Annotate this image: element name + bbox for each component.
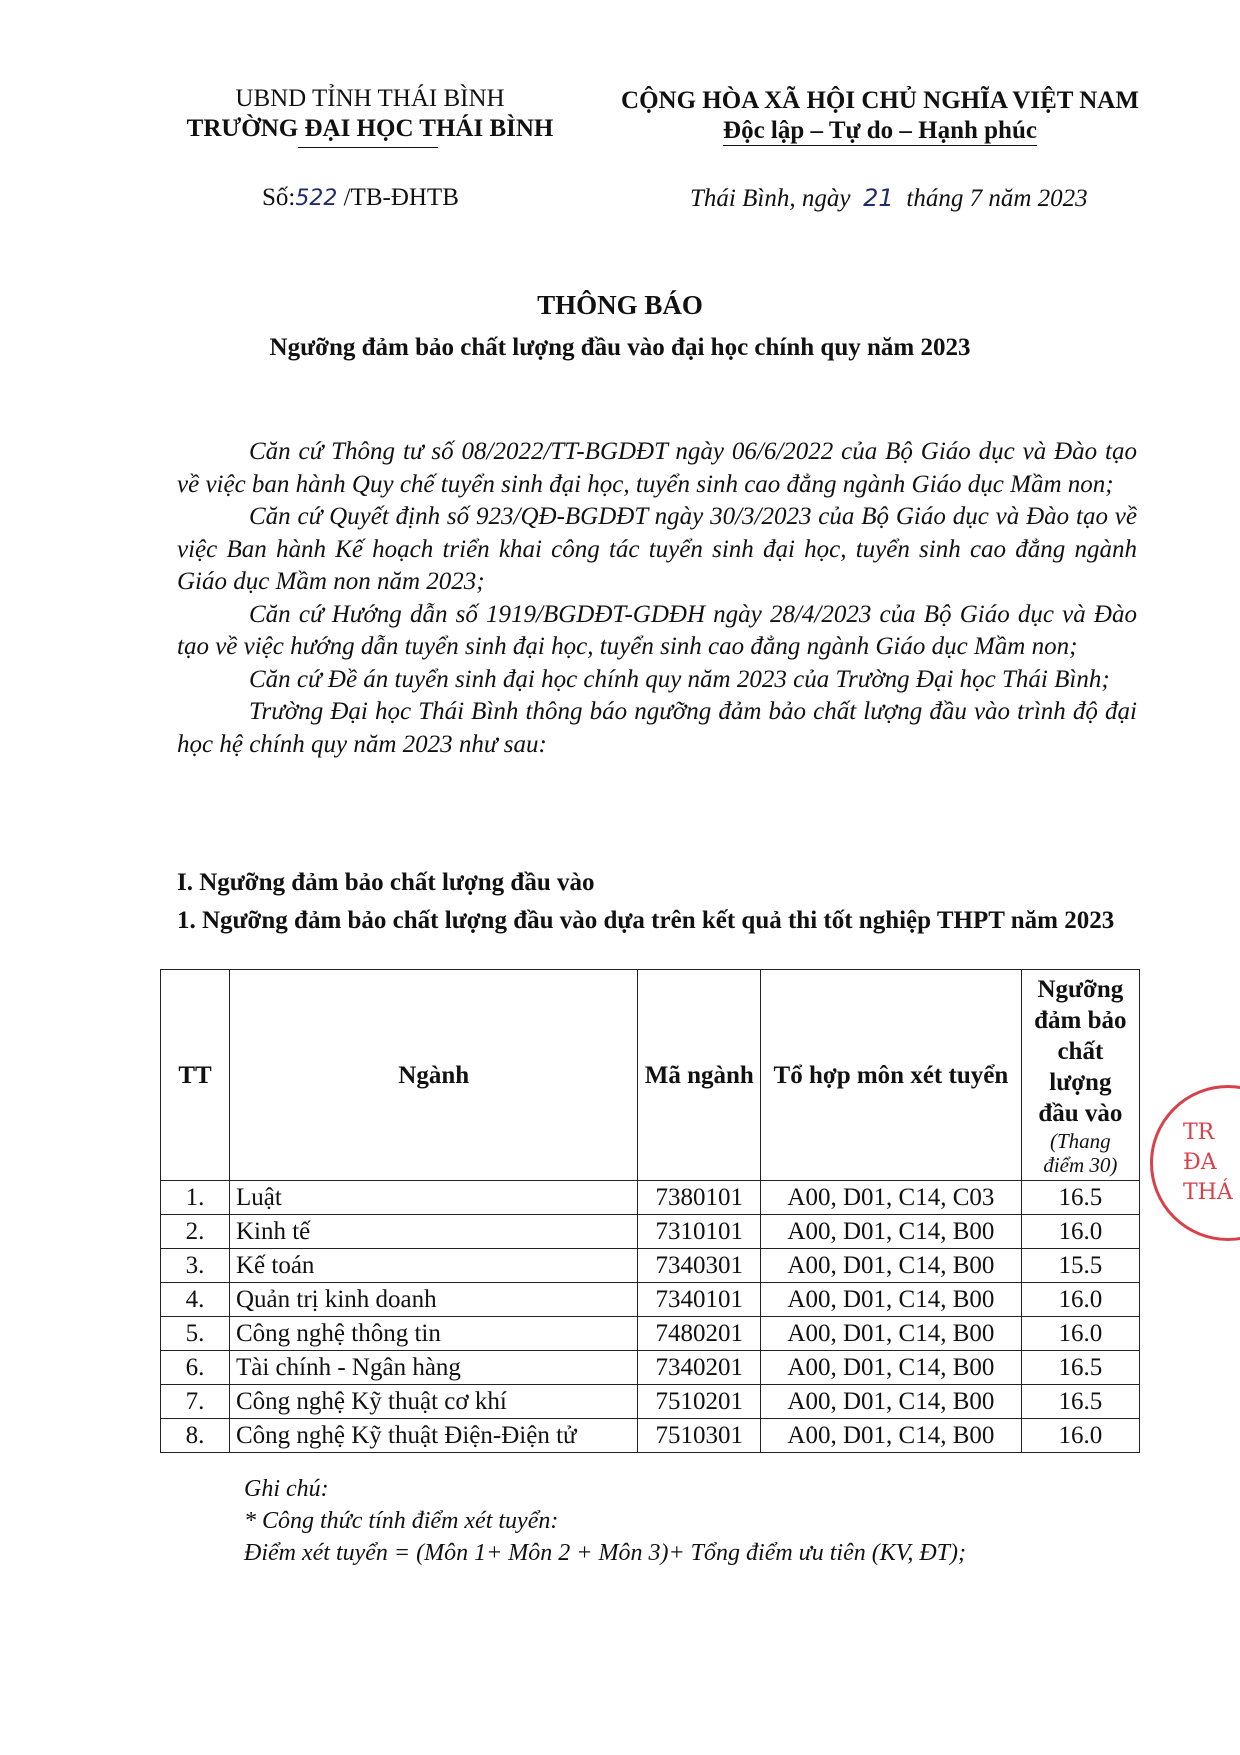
cell-to-hop: A00, D01, C14, C03 xyxy=(761,1181,1022,1215)
doc-number-prefix: Số: xyxy=(262,184,296,211)
table-row xyxy=(161,1351,1140,1385)
col-header-ma-nganh: Mã ngành xyxy=(638,970,761,1181)
cell-nguong: 16.5 xyxy=(1021,1351,1139,1385)
national-motto xyxy=(590,86,1170,146)
notes-line-2: Điểm xét tuyển = (Môn 1+ Môn 2 + Môn 3)+ Tổng điểm ưu tiên (KV, ĐT); xyxy=(244,1540,966,1566)
table-row xyxy=(161,1283,1140,1317)
cell-tt: 7. xyxy=(161,1385,230,1419)
preamble-paragraph: Căn cứ Quyết định số 923/QĐ-BGDĐT ngày 30/3/2023 của Bộ Giáo dục và Đào tạo về việc Ban hành Kế hoạch triển khai công tác tuyển sinh đại học, tuyển sinh cao đẳng ngành Giáo dục Mầm non năm 2023; xyxy=(177,503,1137,595)
section-heading-1: I. Ngưỡng đảm bảo chất lượng đầu vào xyxy=(177,869,595,896)
preamble-paragraph: Trường Đại học Thái Bình thông báo ngưỡng đảm bảo chất lượng đầu vào trình độ đại học hệ chính quy năm 2023 như sau: xyxy=(177,698,1137,758)
table-row xyxy=(161,1249,1140,1283)
document-subtitle: Ngưỡng đảm bảo chất lượng đầu vào đại học chính quy năm 2023 xyxy=(269,334,971,361)
cell-to-hop: A00, D01, C14, B00 xyxy=(761,1385,1022,1419)
cell-nganh: Kinh tế xyxy=(229,1215,637,1249)
table-row xyxy=(161,1385,1140,1419)
cell-tt: 5. xyxy=(161,1317,230,1351)
date-suffix: tháng 7 năm 2023 xyxy=(906,185,1088,212)
col-header-tt: TT xyxy=(161,970,230,1181)
col-header-to-hop: Tổ hợp môn xét tuyển xyxy=(761,970,1022,1181)
cell-ma-nganh: 7510201 xyxy=(638,1385,761,1419)
cell-nguong: 16.0 xyxy=(1021,1317,1139,1351)
cell-nganh: Kế toán xyxy=(229,1249,637,1283)
cell-ma-nganh: 7340201 xyxy=(638,1351,761,1385)
seal-text: TR ĐA THÁ xyxy=(1183,1120,1233,1205)
org-underline xyxy=(298,147,438,148)
cell-to-hop: A00, D01, C14, B00 xyxy=(761,1249,1022,1283)
cell-tt: 4. xyxy=(161,1283,230,1317)
table-row xyxy=(161,1419,1140,1453)
cell-to-hop: A00, D01, C14, B00 xyxy=(761,1283,1022,1317)
cell-nganh: Luật xyxy=(229,1181,637,1215)
table-row xyxy=(161,1215,1140,1249)
cell-nguong: 16.0 xyxy=(1021,1419,1139,1453)
cell-nguong: 16.5 xyxy=(1021,1181,1139,1215)
date-day-handwritten: 21 xyxy=(863,184,894,212)
nation-line-1: CỘNG HÒA XÃ HỘI CHỦ NGHĨA VIỆT NAM xyxy=(621,87,1139,114)
nation-line-2: Độc lập – Tự do – Hạnh phúc xyxy=(723,117,1037,144)
cell-ma-nganh: 7340101 xyxy=(638,1283,761,1317)
table-header-row xyxy=(161,970,1140,1181)
doc-number-suffix: /TB-ĐHTB xyxy=(337,184,459,211)
org-line-1: UBND TỈNH THÁI BÌNH xyxy=(235,85,505,112)
cell-tt: 1. xyxy=(161,1181,230,1215)
cell-tt: 2. xyxy=(161,1215,230,1249)
cell-ma-nganh: 7340301 xyxy=(638,1249,761,1283)
cell-nganh: Công nghệ Kỹ thuật cơ khí xyxy=(229,1385,637,1419)
cell-tt: 3. xyxy=(161,1249,230,1283)
notes-label: Ghi chú: xyxy=(244,1476,329,1502)
col-header-nguong-scale: (Thang điểm 30) xyxy=(1043,1128,1118,1177)
cell-nganh: Công nghệ Kỹ thuật Điện-Điện tử xyxy=(229,1419,637,1453)
threshold-table xyxy=(160,969,1140,1453)
preamble xyxy=(177,436,1137,761)
cell-tt: 6. xyxy=(161,1351,230,1385)
section-heading-1-1: 1. Ngưỡng đảm bảo chất lượng đầu vào dựa trên kết quả thi tốt nghiệp THPT năm 2023 xyxy=(177,907,1115,934)
cell-nganh: Công nghệ thông tin xyxy=(229,1317,637,1351)
cell-to-hop: A00, D01, C14, B00 xyxy=(761,1215,1022,1249)
preamble-paragraph: Căn cứ Thông tư số 08/2022/TT-BGDĐT ngày 06/6/2022 của Bộ Giáo dục và Đào tạo về việc ban hành Quy chế tuyển sinh đại học, tuyển sinh cao đẳng ngành Giáo dục Mầm non; xyxy=(177,438,1137,498)
cell-to-hop: A00, D01, C14, B00 xyxy=(761,1419,1022,1453)
issuing-organization xyxy=(160,84,580,144)
col-header-nguong-label: Ngưỡng đảm bảo chất lượng đầu vào xyxy=(1034,975,1127,1127)
cell-nganh: Quản trị kinh doanh xyxy=(229,1283,637,1317)
cell-ma-nganh: 7510301 xyxy=(638,1419,761,1453)
col-header-nganh: Ngành xyxy=(229,970,637,1181)
cell-ma-nganh: 7380101 xyxy=(638,1181,761,1215)
cell-nguong: 16.0 xyxy=(1021,1215,1139,1249)
notes-line-1: * Công thức tính điểm xét tuyển: xyxy=(244,1508,559,1534)
cell-tt: 8. xyxy=(161,1419,230,1453)
cell-nguong: 15.5 xyxy=(1021,1249,1139,1283)
preamble-paragraph: Căn cứ Hướng dẫn số 1919/BGDĐT-GDĐH ngày 28/4/2023 của Bộ Giáo dục và Đào tạo về việc hướng dẫn tuyển sinh đại học, tuyển sinh cao đẳng ngành Giáo dục Mầm non; xyxy=(177,600,1137,660)
cell-nguong: 16.5 xyxy=(1021,1385,1139,1419)
preamble-paragraph: Căn cứ Đề án tuyển sinh đại học chính quy năm 2023 của Trường Đại học Thái Bình; xyxy=(249,665,1110,693)
org-line-2: TRƯỜNG ĐẠI HỌC THÁI BÌNH xyxy=(186,115,554,142)
cell-nguong: 16.0 xyxy=(1021,1283,1139,1317)
document-title: THÔNG BÁO xyxy=(537,290,703,320)
col-header-nguong xyxy=(1021,970,1139,1181)
cell-nganh: Tài chính - Ngân hàng xyxy=(229,1351,637,1385)
issue-date xyxy=(690,184,1088,213)
document-number xyxy=(262,184,459,212)
cell-to-hop: A00, D01, C14, B00 xyxy=(761,1351,1022,1385)
table-row xyxy=(161,1317,1140,1351)
cell-ma-nganh: 7310101 xyxy=(638,1215,761,1249)
notes xyxy=(244,1473,966,1569)
table-row xyxy=(161,1181,1140,1215)
date-prefix: Thái Bình, ngày xyxy=(690,185,851,212)
doc-number-handwritten: 522 xyxy=(295,186,338,211)
cell-to-hop: A00, D01, C14, B00 xyxy=(761,1317,1022,1351)
cell-ma-nganh: 7480201 xyxy=(638,1317,761,1351)
red-seal-stamp xyxy=(1150,1085,1240,1241)
